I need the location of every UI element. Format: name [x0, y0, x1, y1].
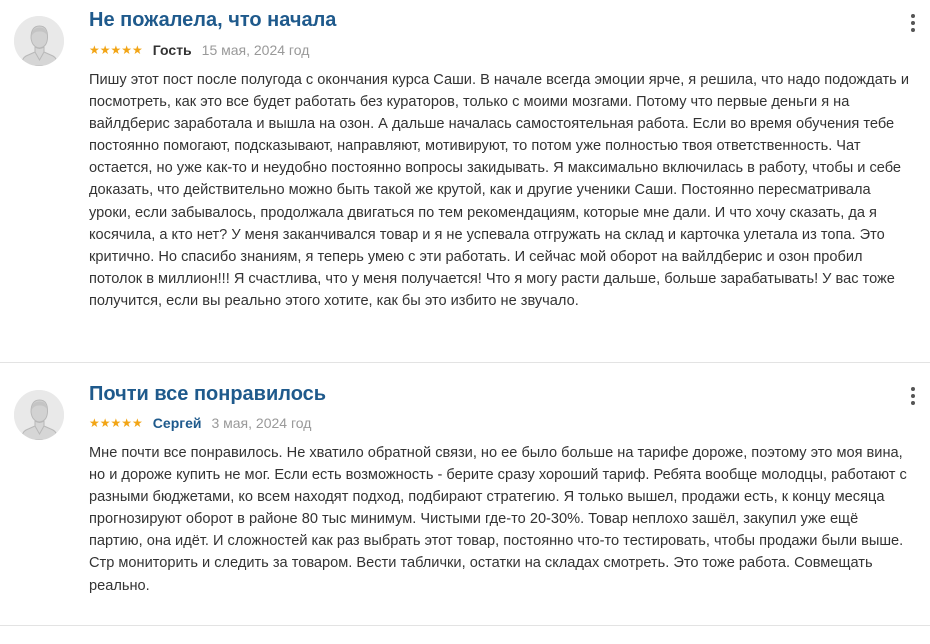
- menu-dot: [911, 21, 915, 25]
- menu-dot: [911, 401, 915, 405]
- user-avatar-icon: [14, 390, 64, 440]
- user-avatar-icon: [14, 16, 64, 66]
- review-title[interactable]: Почти все понравилось: [89, 383, 327, 405]
- more-vertical-icon[interactable]: [906, 12, 920, 34]
- review-author: Гость: [152, 42, 192, 58]
- menu-dot: [911, 387, 915, 391]
- rating-stars: ★★★★★: [89, 43, 143, 57]
- menu-dot: [911, 394, 915, 398]
- review-card: [0, 363, 930, 626]
- menu-dot: [911, 28, 915, 32]
- review-meta: [89, 414, 311, 432]
- avatar: [14, 390, 64, 440]
- menu-dot: [911, 14, 915, 18]
- rating-stars: ★★★★★: [89, 416, 143, 430]
- review-text: Пишу этот пост после полугода с окончания курса Саши. В начале всегда эмоции ярче, я решила, что надо подождать и посмотреть, как это все будет работать без кураторов, только с моими мозгами. Потому что первые деньги я на вайлдберис заработала и вышла на озон. А дальше началась самостоятельная работа. Если во время обучения тебе постоянно помогают, подсказывают, направляют, мотивируют, то потом уже полностью твоя ответственность. Чат остается, но уже как-то и неудобно постоянно вопросы закидывать. Я максимально включилась в работу, чтобы и себе доказать, что действительно можно быть такой же крутой, как и другие ученики Саши. Постоянно пересматривала уроки, если забывалось, продолжала двигаться по тем рекомендациям, которые мне дали. И что хочу сказать, да я косячила, а кто нет? У меня заканчивался товар и я не успевала отгружать на склад и карточка улетала из топа. Это критично. Но спасибо знаниям, я теперь умею с эти работать. И сейчас мой оборот на вайлдберис и озон пробил потолок в миллион!!! Я счастлива, что у меня получается! Что я могу расти дальше, больше зарабатывать! У вас тоже получится, если вы реально этого хотите, как бы это избито не звучало.: [89, 72, 909, 309]
- review-date: 3 мая, 2024 год: [211, 415, 312, 431]
- review-text: Мне почти все понравилось. Не хватило обратной связи, но ее было больше на тарифе дороже, поэтому это моя вина, но и дороже купить не мог. Если есть возможность - берите сразу хороший тариф. Ребята вообще молодцы, работают с разными бюджетами, ко всем находят подход, подбирают стратегию. Я только вышел, продажи есть, к концу месяца прогнозируют оборот в районе 80 тыс минимум. Чистыми где-то 20-30%. Товар неплохо зашёл, закупил уже ещё партию, она идёт. И сложностей как раз выбрать этот товар, постоянно что-то тестировать, чтобы продажи были выше. Стр мониторить и следить за товаром. Вести таблички, остатки на складах смотреть. Это тоже работа. Совмещать реально.: [89, 445, 907, 594]
- more-vertical-icon[interactable]: [906, 385, 920, 407]
- review-author-link[interactable]: Сергей: [152, 415, 202, 431]
- review-date: 15 мая, 2024 год: [201, 42, 310, 58]
- review-title[interactable]: Не пожалела, что начала: [89, 9, 337, 31]
- review-meta: [89, 41, 309, 59]
- avatar: [14, 16, 64, 66]
